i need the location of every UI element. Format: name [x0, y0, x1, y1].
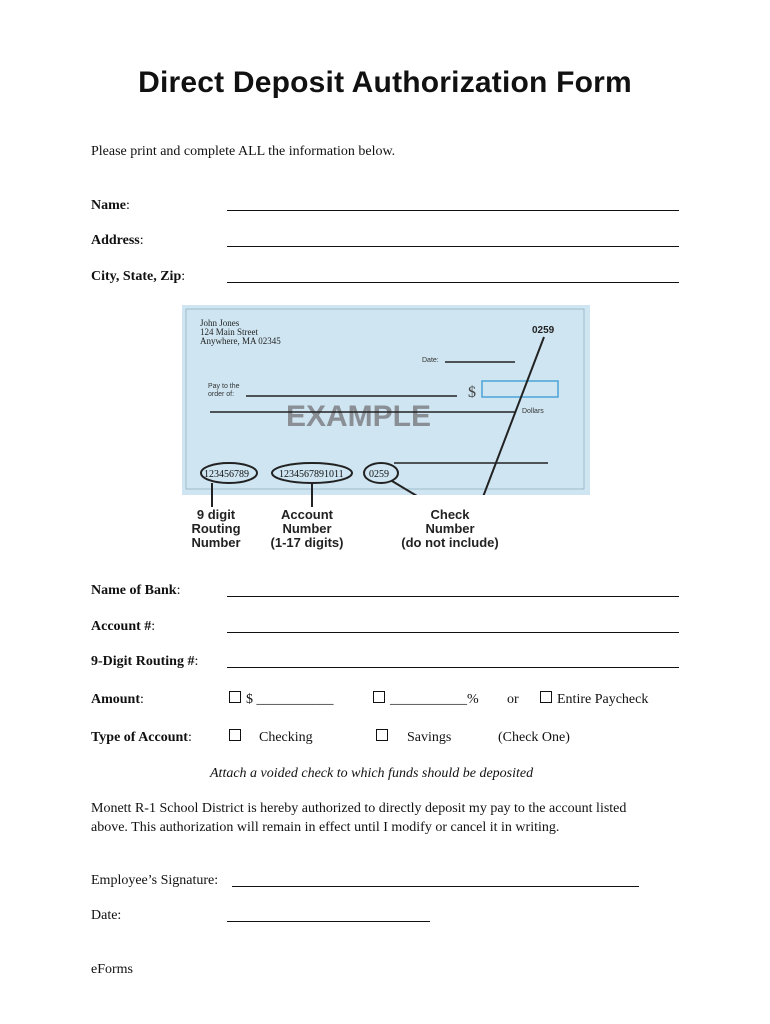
- authorization-line-1: Monett R-1 School District is hereby authorized to directly deposit my pay to the account listed: [91, 801, 627, 816]
- checking-label: Checking: [259, 730, 313, 745]
- bank-name-field[interactable]: [227, 596, 679, 597]
- name-field[interactable]: [227, 210, 679, 211]
- example-check-illustration: [182, 305, 590, 495]
- account-annotation: Account Number (1-17 digits): [270, 507, 344, 550]
- check-date-label: Date:: [422, 357, 439, 364]
- checking-checkbox[interactable]: [229, 729, 241, 741]
- example-check: [182, 305, 590, 495]
- account-number-field[interactable]: [227, 632, 679, 633]
- check-routing-number: 123456789: [204, 469, 249, 480]
- date-field[interactable]: [227, 921, 430, 922]
- account-number-label: Account #:: [91, 619, 156, 634]
- routing-number-label: 9-Digit Routing #:: [91, 654, 199, 669]
- signature-field[interactable]: [232, 886, 639, 887]
- amount-percent-checkbox[interactable]: [373, 691, 385, 703]
- form-title: Direct Deposit Authorization Form: [138, 66, 632, 99]
- check-dollar-sign: $: [468, 384, 476, 401]
- footer-brand: eForms: [91, 962, 133, 977]
- routing-pointer-tail: [211, 495, 213, 507]
- check-number-bottom: 0259: [369, 469, 389, 480]
- account-type-label: Type of Account:: [91, 730, 192, 745]
- address-label: Address:: [91, 233, 144, 248]
- check-pay-to-1: Pay to the: [208, 383, 240, 390]
- amount-or-text: or: [507, 692, 519, 707]
- intro-text: Please print and complete ALL the information below.: [91, 144, 396, 159]
- amount-dollar-field[interactable]: $ ___________: [246, 692, 334, 707]
- date-label: Date:: [91, 908, 122, 923]
- check-owner-city: Anywhere, MA 02345: [200, 336, 281, 346]
- check-one-note: (Check One): [498, 730, 570, 745]
- check-pay-to-2: order of:: [208, 391, 235, 398]
- signature-label: Employee’s Signature:: [91, 873, 219, 888]
- check-owner-street: 124 Main Street: [200, 327, 258, 337]
- entire-paycheck-checkbox[interactable]: [540, 691, 552, 703]
- authorization-line-2: above. This authorization will remain in effect until I modify or cancel it in writing.: [91, 820, 560, 835]
- city-state-zip-label: City, State, Zip:: [91, 269, 186, 284]
- check-watermark: EXAMPLE: [286, 400, 432, 433]
- check-owner-name: John Jones: [200, 318, 240, 328]
- amount-dollar-checkbox[interactable]: [229, 691, 241, 703]
- city-state-zip-field[interactable]: [227, 282, 679, 283]
- amount-percent-field[interactable]: ___________%: [390, 692, 479, 707]
- routing-annotation: 9 digit Routing Number: [191, 507, 241, 550]
- routing-number-field[interactable]: [227, 667, 679, 668]
- check-dollars-label: Dollars: [522, 408, 544, 415]
- check-number-annotation: Check Number (do not include): [401, 507, 499, 550]
- bank-name-label: Name of Bank:: [91, 583, 181, 598]
- name-label: Name:: [91, 198, 130, 213]
- attach-voided-check-note: Attach a voided check to which funds should be deposited: [210, 766, 534, 781]
- account-pointer-tail: [311, 495, 313, 507]
- savings-checkbox[interactable]: [376, 729, 388, 741]
- check-account-number: 1234567891011: [279, 469, 344, 480]
- savings-label: Savings: [407, 730, 452, 745]
- entire-paycheck-label: Entire Paycheck: [557, 692, 649, 707]
- amount-label: Amount:: [91, 692, 144, 707]
- address-field[interactable]: [227, 246, 679, 247]
- check-number-top: 0259: [532, 325, 555, 336]
